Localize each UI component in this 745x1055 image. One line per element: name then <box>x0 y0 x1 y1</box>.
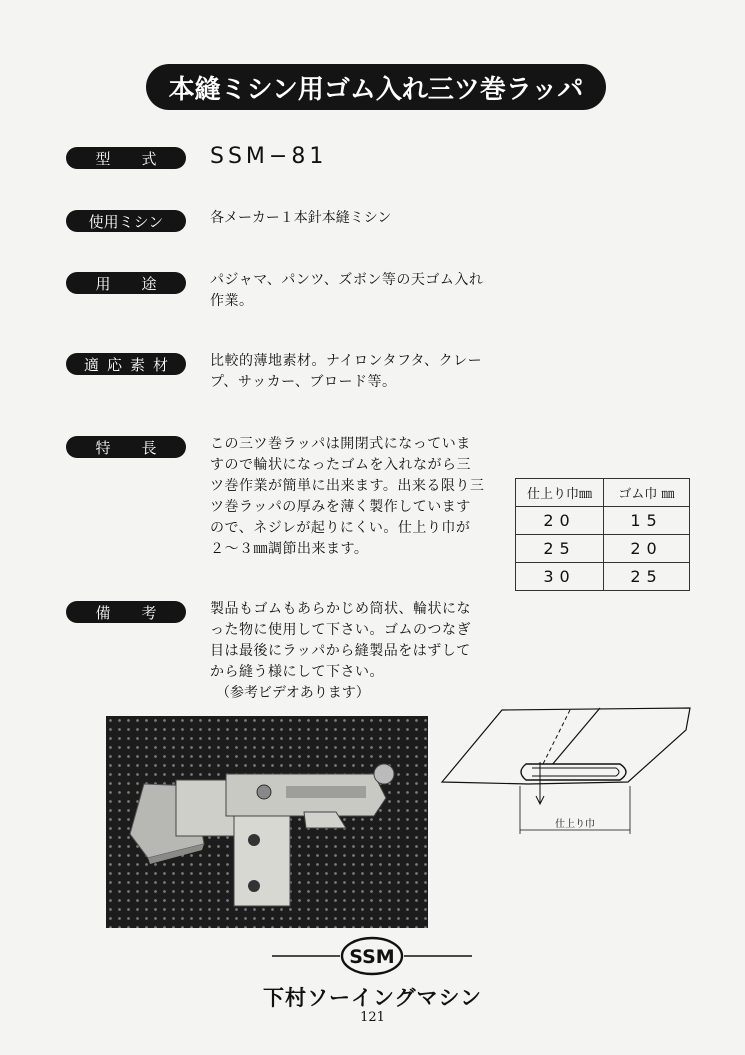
table-header: 仕上り巾㎜ <box>516 479 604 507</box>
features-value: この三ツ巻ラッパは開閉式になっていますので輪状になったゴムを入れながら三ツ巻作業が簡単に出来ます。出来る限り三ツ巻ラッパの厚みを薄く製作していますので、ネジレが起りにくい。仕上り巾が２〜３㎜調節出来ます。 <box>210 436 485 557</box>
page-number: 121 <box>360 1010 385 1025</box>
machine-value: 各メーカー１本針本縫ミシン <box>210 210 392 226</box>
remarks-note: （参考ビデオあります） <box>216 685 370 701</box>
company-name: 下村ソーイングマシン <box>262 986 483 1010</box>
label-material: 適 応 素 材 <box>66 353 186 375</box>
table-row <box>516 563 690 591</box>
table-cell: 20 <box>604 535 690 563</box>
diagram-label: 仕上り巾 <box>555 819 595 830</box>
remarks-value: 製品もゴムもあらかじめ筒状、輪状になった物に使用して下さい。ゴムのつなぎ目は最後にラッパから縫製品をはずしてから縫う様にして下さい。 <box>210 601 471 680</box>
table-cell: 30 <box>516 563 604 591</box>
label-model: 型 式 <box>66 147 186 169</box>
label-use: 用 途 <box>66 272 186 294</box>
ssm-logo <box>272 934 472 978</box>
table-row <box>516 535 690 563</box>
table-cell: 25 <box>516 535 604 563</box>
hem-diagram <box>440 700 700 840</box>
table-cell: 20 <box>516 507 604 535</box>
label-machine: 使用ミシン <box>66 210 186 232</box>
label-features: 特 長 <box>66 436 186 458</box>
table-cell: 15 <box>604 507 690 535</box>
label-remarks: 備 考 <box>66 601 186 623</box>
table-header: ゴム巾 ㎜ <box>604 479 690 507</box>
model-value: SSM−81 <box>210 144 328 169</box>
page-title: 本縫ミシン用ゴム入れ三ツ巻ラッパ <box>146 64 606 110</box>
table-row <box>516 507 690 535</box>
attachment-illustration <box>106 716 428 928</box>
product-photo <box>106 716 428 928</box>
use-value: パジャマ、パンツ、ズボン等の天ゴム入れ作業。 <box>210 272 484 309</box>
table-header-row <box>516 479 690 507</box>
spec-table <box>515 478 690 591</box>
logo-text: SSM <box>349 946 395 968</box>
material-value: 比較的薄地素材。ナイロンタフタ、クレープ、サッカー、ブロード等。 <box>210 353 483 390</box>
table-cell: 25 <box>604 563 690 591</box>
